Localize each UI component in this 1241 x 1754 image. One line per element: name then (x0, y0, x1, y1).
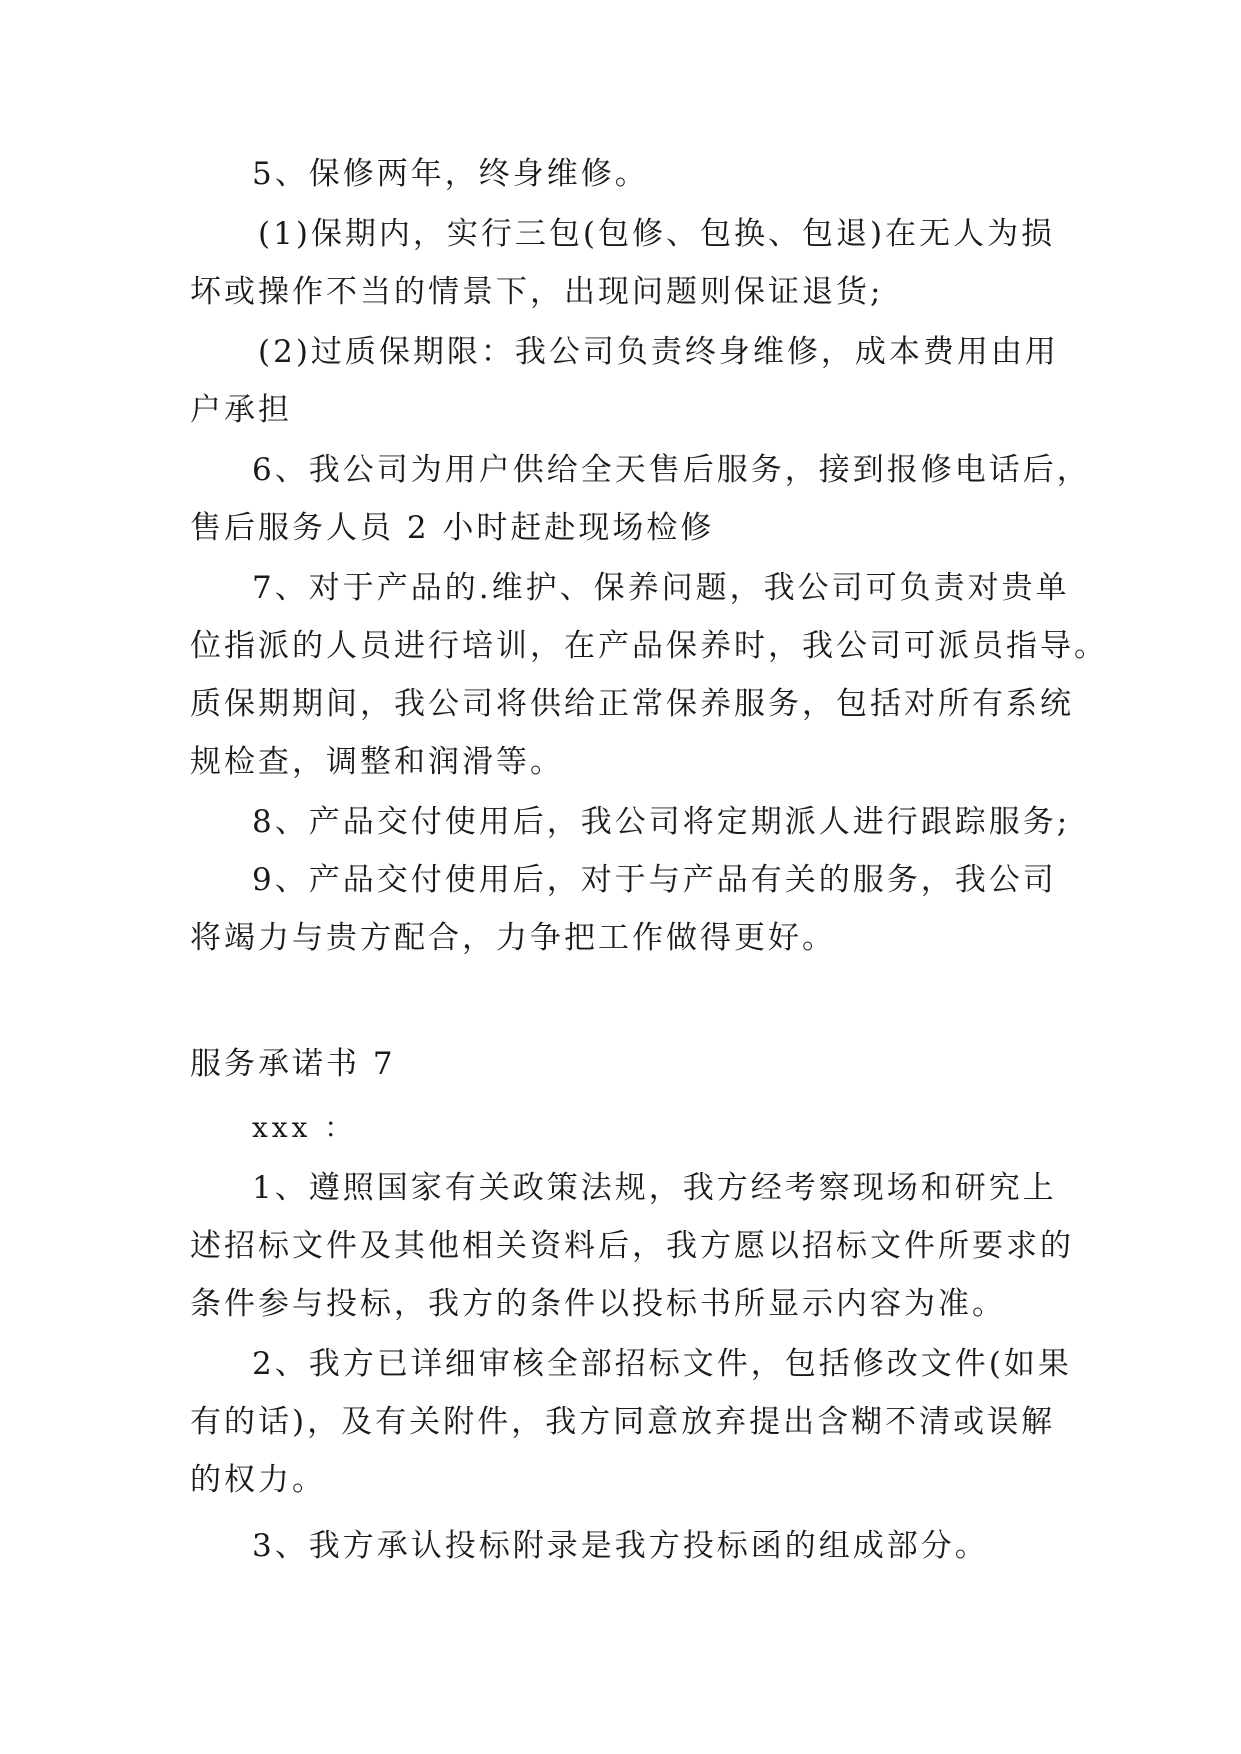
paragraph-line: (1)保期内，实行三包(包修、包换、包退)在无人为损 (258, 216, 1056, 252)
paragraph-line: 有的话)，及有关附件，我方同意放弃提出含糊不清或误解 (190, 1404, 1056, 1440)
paragraph-line: 坏或操作不当的情景下，出现问题则保证退货; (190, 274, 884, 310)
paragraph-line: 质保期期间，我公司将供给正常保养服务，包括对所有系统 (190, 686, 1074, 722)
paragraph-line: 9、产品交付使用后，对于与产品有关的服务，我公司 (252, 862, 1057, 898)
paragraph-line: 户承担 (190, 392, 292, 428)
paragraph-line: 的权力。 (190, 1462, 326, 1498)
paragraph-line: 3、我方承认投标附录是我方投标函的组成部分。 (252, 1528, 989, 1564)
paragraph-line: 述招标文件及其他相关资料后，我方愿以招标文件所要求的 (190, 1228, 1074, 1264)
paragraph-line: 6、我公司为用户供给全天售后服务，接到报修电话后， (252, 452, 1091, 488)
paragraph-line: 7、对于产品的.维护、保养问题，我公司可负责对贵单 (252, 570, 1070, 606)
paragraph-line: 位指派的人员进行培训，在产品保养时，我公司可派员指导。 (190, 628, 1108, 664)
salutation: xxx ： (252, 1111, 357, 1144)
paragraph-line: (2)过质保期限：我公司负责终身维修，成本费用由用 (258, 334, 1059, 370)
warranty-section (190, 145, 1108, 967)
paragraph-line: 8、产品交付使用后，我公司将定期派人进行跟踪服务; (252, 804, 1071, 840)
paragraph-line: 条件参与投标，我方的条件以投标书所显示内容为准。 (190, 1286, 1006, 1322)
paragraph-line: 售后服务人员 2 小时赶赴现场检修 (190, 510, 715, 546)
section-title: 服务承诺书 7 (190, 1046, 396, 1082)
paragraph-line: 5、保修两年，终身维修。 (252, 156, 649, 192)
paragraph-line: 规检查，调整和润滑等。 (190, 744, 564, 780)
commitment-section (190, 1035, 1074, 1575)
paragraph-line: 1、遵照国家有关政策法规，我方经考察现场和研究上 (252, 1170, 1057, 1206)
paragraph-line: 将竭力与贵方配合，力争把工作做得更好。 (190, 920, 836, 956)
paragraph-line: 2、我方已详细审核全部招标文件，包括修改文件(如果 (252, 1346, 1072, 1382)
